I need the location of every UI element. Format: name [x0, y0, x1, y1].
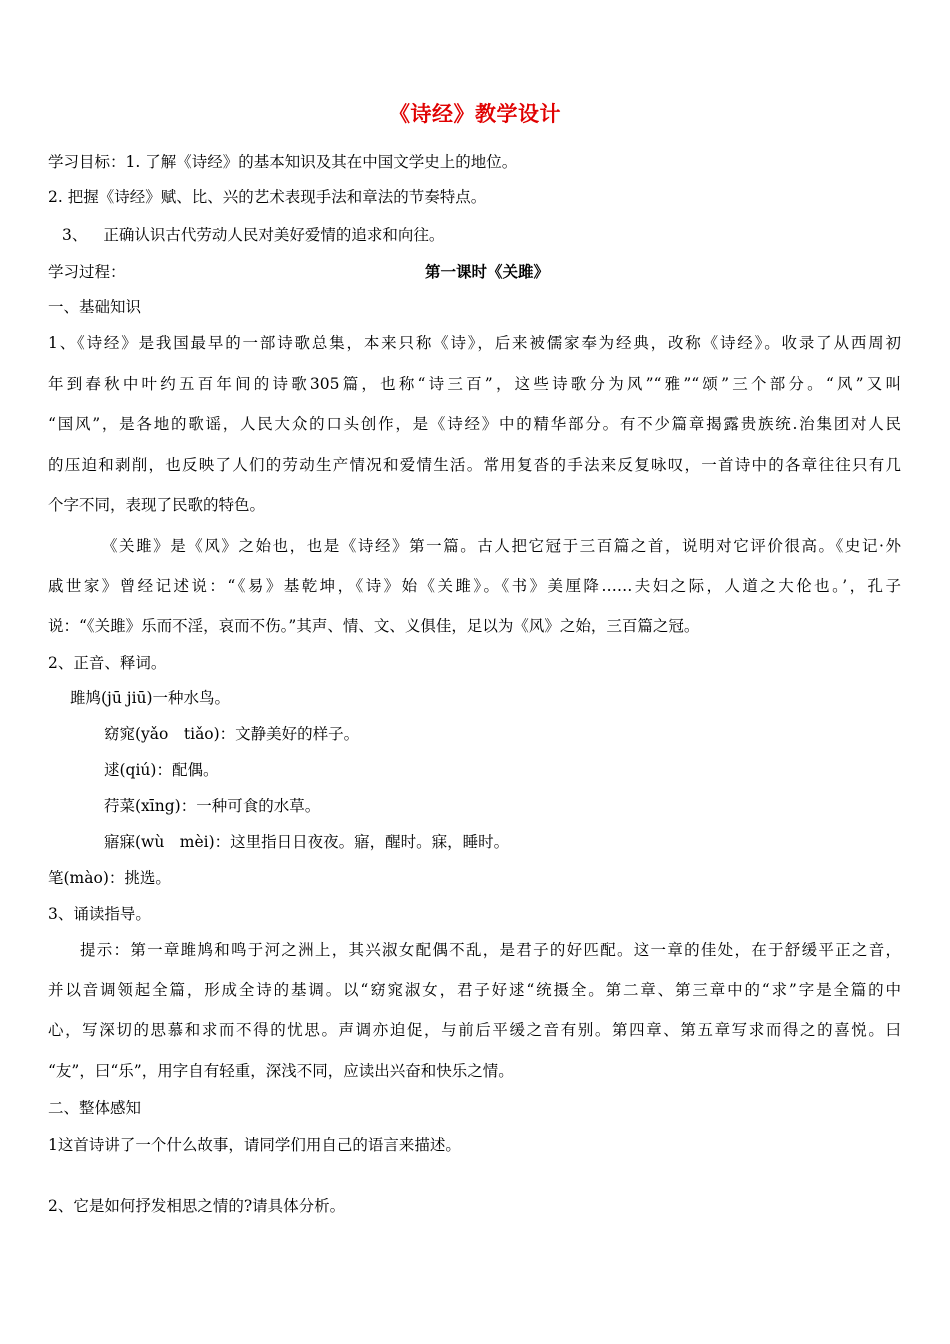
paragraph-line: “友”，曰“乐”，用字自有轻重，深浅不同，应读出兴奋和快乐之情。 — [48, 1062, 514, 1080]
objective-3-number: 3、 — [62, 226, 88, 244]
lesson-title: 第一课时《关雎》 — [425, 262, 550, 281]
objective-3 — [62, 225, 444, 245]
section-heading-basics: 一、基础知识 — [48, 298, 142, 316]
word-entry: 窈窕(yǎo tiǎo)：文静美好的样子。 — [104, 725, 360, 743]
word-entry: 雎鸠(jū jiū)一种水鸟。 — [70, 689, 231, 707]
paragraph-line: 个字不同，表现了民歌的特色。 — [48, 496, 266, 514]
word-entry: 荇菜(xīng)：一种可食的水草。 — [104, 797, 321, 815]
objective-1: 1. 了解《诗经》的基本知识及其在中国文学史上的地位。 — [125, 153, 518, 171]
paragraph-line: “国风”，是各地的歌谣，人民大众的口头创作，是《诗经》中的精华部分。有不少篇章揭露贵族统.治集团对人民 — [48, 415, 901, 433]
section-heading-overall: 二、整体感知 — [48, 1099, 142, 1117]
section-heading-pronunciation: 2、正音、释词。 — [48, 654, 167, 672]
process-label: 学习过程： — [48, 263, 126, 281]
question-1: 1这首诗讲了一个什么故事，请同学们用自己的语言来描述。 — [48, 1136, 461, 1154]
objectives-label: 学习目标： — [48, 153, 126, 171]
paragraph-line: 的压迫和剥削，也反映了人们的劳动生产情况和爱情生活。常用复沓的手法来反复咏叹，一首诗中的各章往往只有几 — [48, 456, 901, 474]
question-2: 2、它是如何抒发相思之情的?请具体分析。 — [48, 1197, 346, 1215]
paragraph-line: 心，写深切的思慕和求而不得的忧思。声调亦迫促，与前后平缓之音有别。第四章、第五章写求而得之的喜悦。曰 — [48, 1021, 901, 1039]
section-heading-reading: 3、诵读指导。 — [48, 905, 151, 923]
objectives-line-1 — [48, 152, 517, 172]
paragraph-line: 说：“《关雎》乐而不淫，哀而不伤。”其声、情、文、义俱佳，足以为《风》之始，三百篇之冠。 — [48, 617, 700, 635]
word-entry: 寤寐(wù mèi)：这里指日日夜夜。寤，醒时。寐，睡时。 — [104, 833, 510, 851]
paragraph-line: 年到春秋中叶约五百年间的诗歌305篇，也称“诗三百”，这些诗歌分为风”“雅”“颂”三个部分。“风”又叫 — [48, 375, 901, 393]
paragraph-line: 《关雎》是《风》之始也，也是《诗经》第一篇。古人把它冠于三百篇之首，说明对它评价很高。《史记·外 — [102, 537, 901, 555]
objective-2: 2. 把握《诗经》赋、比、兴的艺术表现手法和章法的节奏特点。 — [48, 188, 487, 206]
word-entry: 逑(qiú)：配偶。 — [104, 761, 219, 779]
objective-3-text: 正确认识古代劳动人民对美好爱情的追求和向往。 — [103, 226, 445, 244]
paragraph-line: 1、《诗经》是我国最早的一部诗歌总集，本来只称《诗》，后来被儒家奉为经典，改称《诗经》。收录了从西周初 — [48, 334, 901, 352]
document-title: 《诗经》教学设计 — [389, 101, 561, 126]
paragraph-line: 并以音调领起全篇，形成全诗的基调。以“窈窕淑女，君子好逑“统摄全。第二章、第三章中的“求”字是全篇的中 — [48, 981, 901, 999]
paragraph-line: 戚世家》曾经记述说：“《易》基乾坤，《诗》始《关雎》。《书》美厘降……夫妇之际，人道之大伦也。’，孔子 — [48, 577, 901, 595]
word-entry: 笔(mào)：挑选。 — [48, 869, 171, 887]
paragraph-line: 提示：第一章雎鸠和鸣于河之洲上，其兴淑女配偶不乱，是君子的好匹配。这一章的佳处，在于舒缓平正之音， — [80, 941, 901, 959]
